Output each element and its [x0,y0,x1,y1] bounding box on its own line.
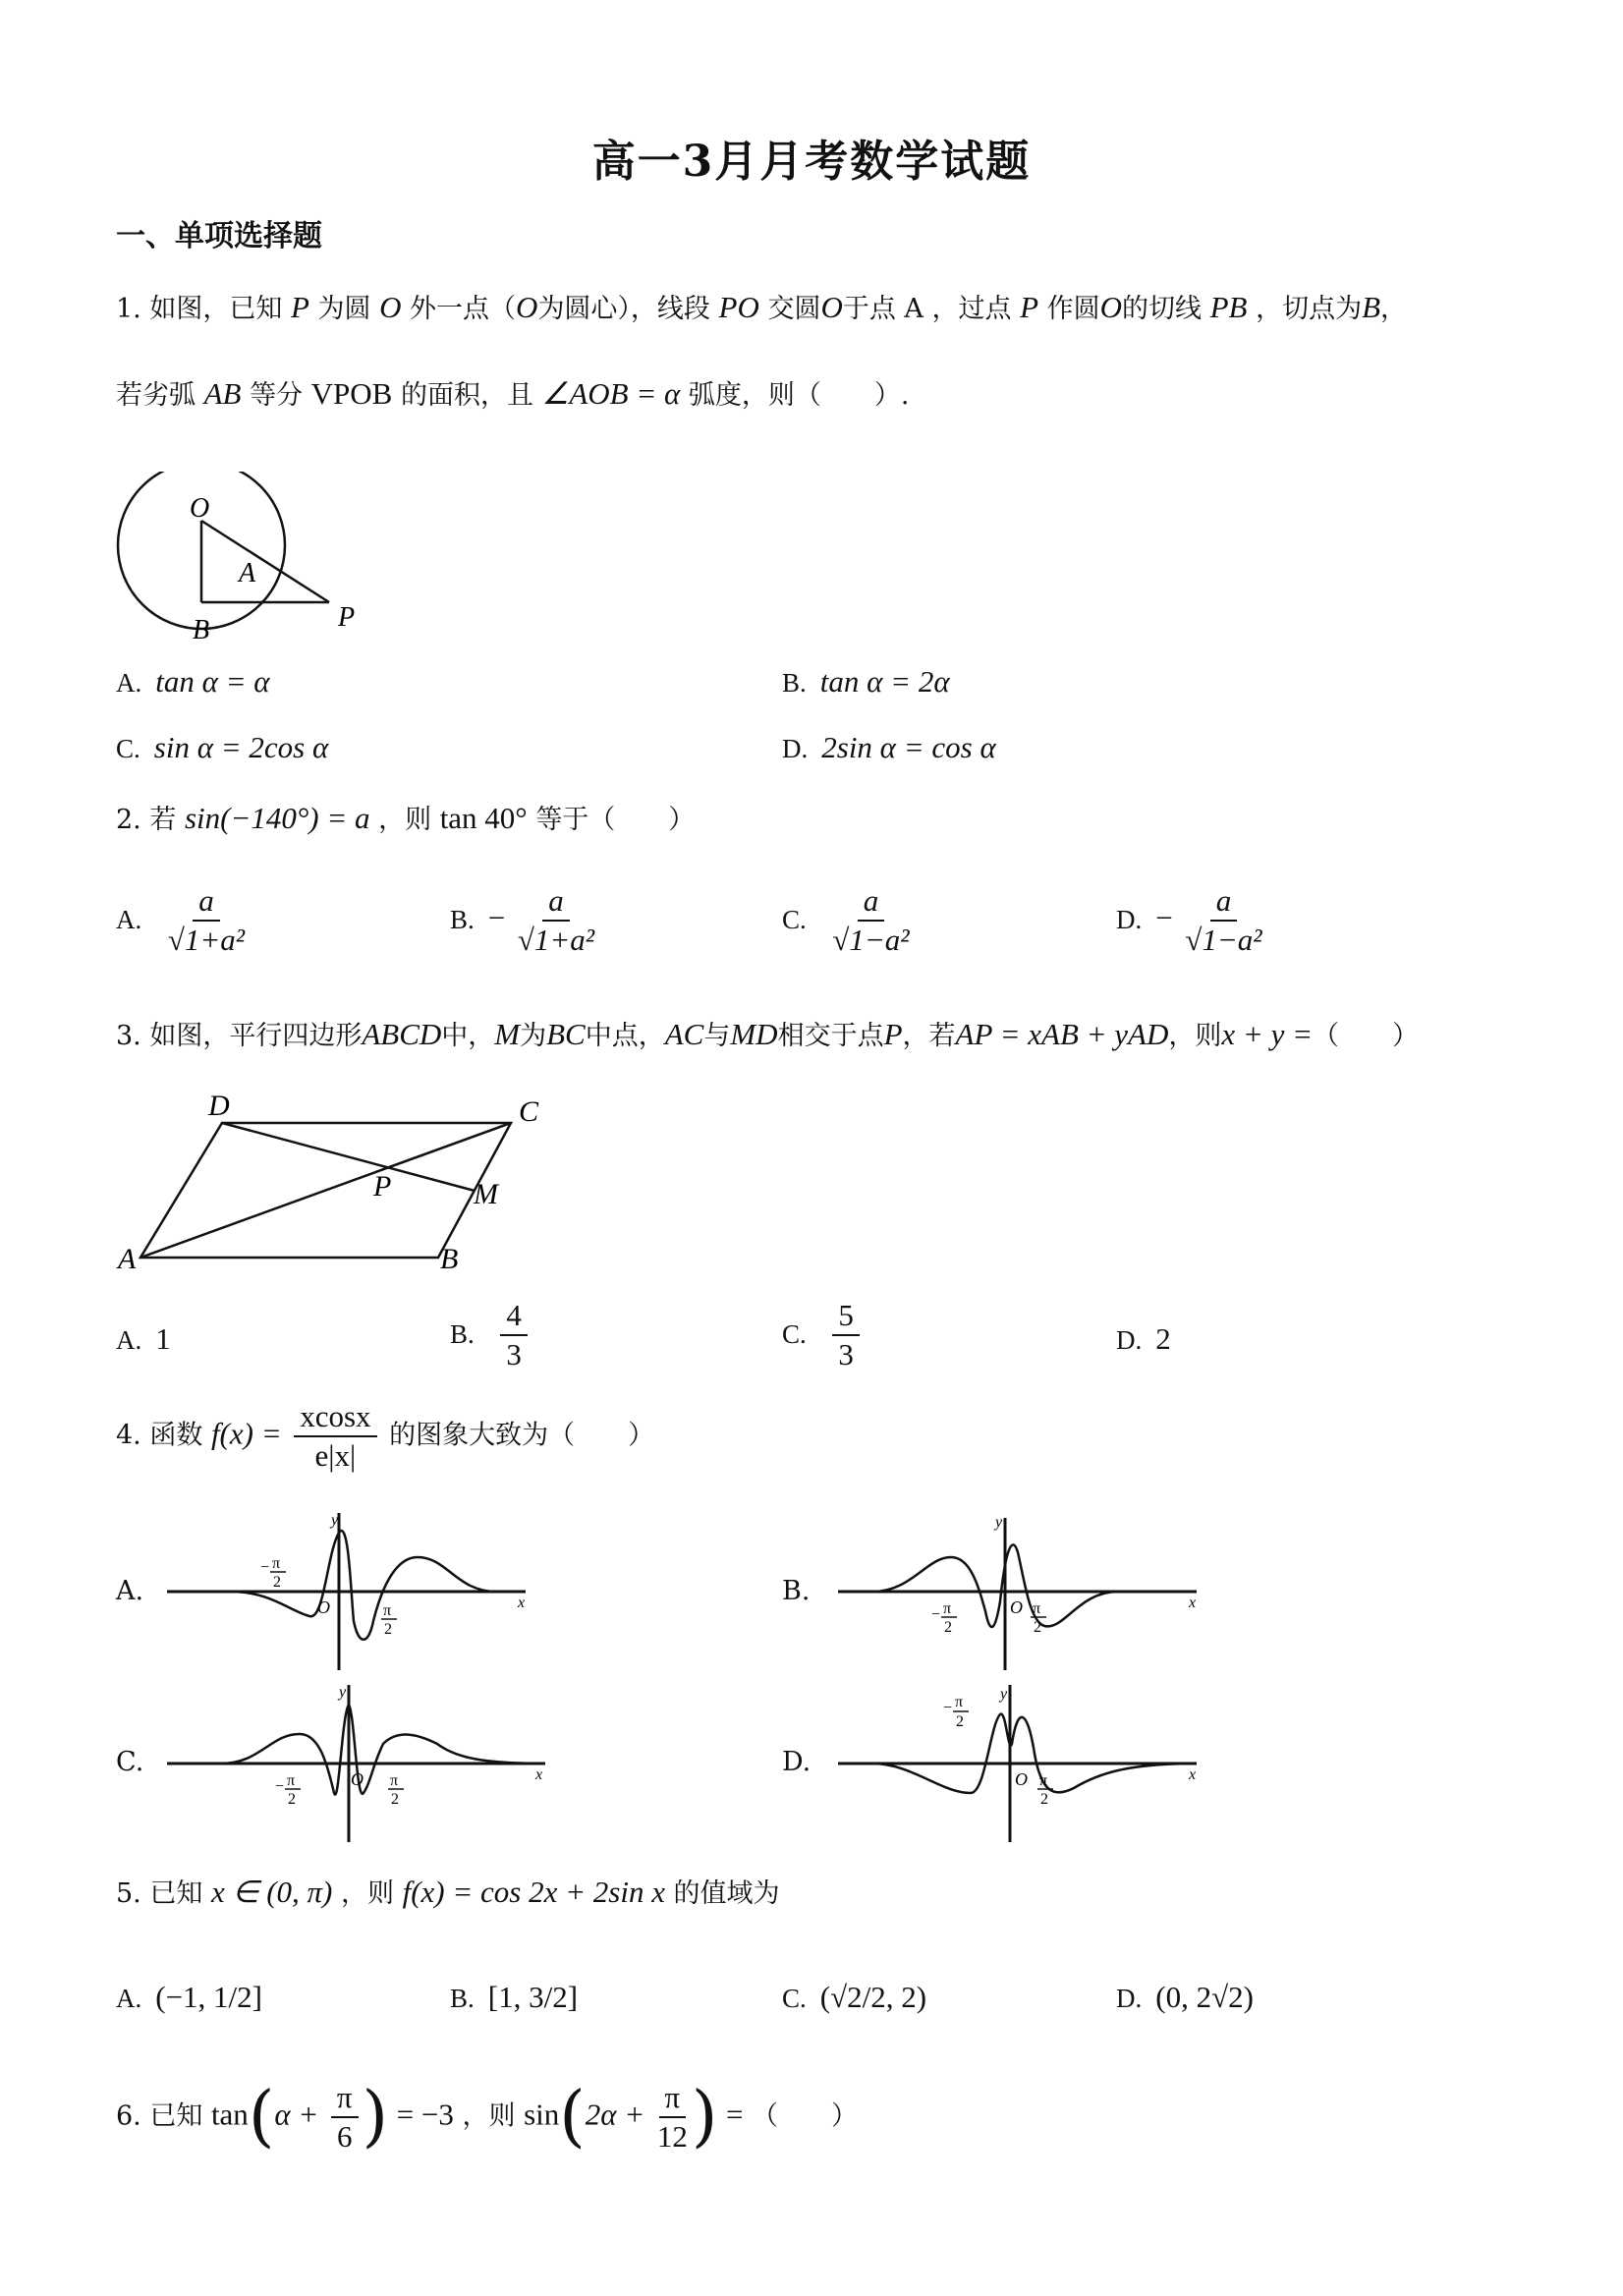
q3-stem: 3. 如图，平行四边形ABCD中，M为BC中点，AC与MD相交于点P，若AP = xAB + yAD，则x + y =（ ） [116,1017,1419,1051]
q5-option-c[interactable]: C. (√2/2, 2) [782,1980,927,2014]
q5-option-a[interactable]: A. (−1, 1/2] [116,1980,262,2014]
q3-option-c[interactable]: C. $\frac{5}{3}$ [782,1299,864,1372]
q6-stem: 6. 已知 tan(α + $\frac{\pi}{6}$ ) = −3 ，则 sin(2α + $\frac{\pi}{12}$ ) = （ ） [116,2078,859,2156]
q4-graph-c[interactable] [162,1685,555,1842]
q3-option-d[interactable]: D. 2 [1116,1321,1171,1356]
q2-option-d[interactable]: D. − $\frac{a}{\text{√1−a²}}$ [1116,883,1262,958]
section-heading: 一、单项选择题 [116,219,322,253]
svg-text:π: π [943,1600,952,1617]
svg-text:2: 2 [391,1791,399,1808]
q3-parallelogram-figure [108,1086,560,1282]
label-B: B [440,1243,459,1275]
q5-option-b[interactable]: B. [1, 3/2] [450,1980,579,2014]
q1-option-c[interactable]: C. sin α = 2cos α [116,730,329,764]
label-A: A [118,1243,137,1275]
svg-text:π: π [955,1694,964,1710]
q1-circle-figure [108,472,383,648]
svg-text:π: π [383,1602,392,1619]
svg-text:x: x [1189,1595,1197,1611]
svg-text:−: − [275,1778,285,1795]
label-O: O [190,493,210,524]
svg-text:O: O [317,1597,330,1617]
q4-graph-d[interactable] [833,1685,1206,1842]
q4-option-c-label[interactable]: C. [116,1747,144,1777]
svg-text:2: 2 [944,1619,952,1636]
q4-stem: 4. 函数 f(x) = $\frac{xcosx}{e|x|}$ 的图象大致为（ ） [116,1399,655,1474]
q2-option-c[interactable]: C. $\frac{a}{\text{√1−a²}}$ [782,883,910,958]
label-P: P [373,1170,392,1203]
svg-text:2: 2 [956,1713,964,1730]
svg-text:2: 2 [288,1791,296,1808]
svg-text:2: 2 [1034,1619,1041,1636]
label-B: B [193,615,210,645]
q1-option-a[interactable]: A. tan α = α [116,664,270,699]
q1-option-d[interactable]: D. 2sin α = cos α [782,730,996,764]
q4-graph-a[interactable] [162,1513,535,1670]
svg-text:O: O [1010,1597,1023,1617]
svg-text:y: y [331,1513,339,1529]
q2-option-b[interactable]: B. − $\frac{a}{\text{√1+a²}}$ [450,883,595,958]
q4-graph-b[interactable] [833,1513,1206,1670]
q4-option-d-label[interactable]: D. [782,1747,812,1777]
q5-stem: 5. 已知 x ∈ (0, π) ，则 f(x) = cos 2x + 2sin x 的值域为 [116,1875,780,1909]
q4-option-a-label[interactable]: A. [116,1576,144,1606]
label-C: C [519,1095,539,1128]
q3-option-a[interactable]: A. 1 [116,1321,171,1356]
svg-text:2: 2 [384,1621,392,1638]
svg-text:O: O [1015,1769,1028,1789]
label-D: D [208,1090,230,1122]
label-M: M [474,1178,498,1210]
page-title: 高一3月月考数学试题 [591,137,1032,187]
q5-option-d[interactable]: D. (0, 2√2) [1116,1980,1254,2014]
q1-option-b[interactable]: B. tan α = 2α [782,664,950,699]
q2-stem: 2. 若 sin(−140°) = a ，则 tan 40° 等于（ ） [116,801,696,835]
q1-line1: 1. 如图，已知 P 为圆 O 外一点（O为圆心），线段 PO 交圆O于点 A ，过点 P 作圆O的切线 PB ，切点为B， [116,290,1408,324]
svg-text:π: π [390,1772,399,1789]
svg-text:π: π [1039,1772,1048,1789]
label-P: P [338,602,356,633]
svg-text:x: x [518,1595,526,1611]
svg-text:2: 2 [1040,1791,1048,1808]
q2-option-a[interactable]: A. $\frac{a}{\text{√1+a²}}$ [116,883,246,958]
svg-text:−: − [260,1559,270,1576]
svg-text:π: π [287,1772,296,1789]
svg-text:y: y [339,1685,347,1701]
svg-text:O: O [351,1769,364,1789]
svg-text:x: x [1189,1766,1197,1783]
svg-text:π: π [1033,1600,1041,1617]
svg-text:−: − [931,1606,941,1623]
svg-text:y: y [995,1514,1003,1531]
q1-line2: 若劣弧 AB 等分 VPOB 的面积，且 ∠AOB = α 弧度，则（ ）. [116,376,910,411]
svg-text:2: 2 [273,1574,281,1591]
label-A: A [239,558,256,588]
svg-text:x: x [535,1766,543,1783]
q4-option-b-label[interactable]: B. [782,1576,811,1606]
svg-text:y: y [1000,1686,1008,1703]
q3-option-b[interactable]: B. $\frac{4}{3}$ [450,1299,532,1372]
svg-text:−: − [943,1700,953,1716]
svg-text:π: π [272,1555,281,1572]
